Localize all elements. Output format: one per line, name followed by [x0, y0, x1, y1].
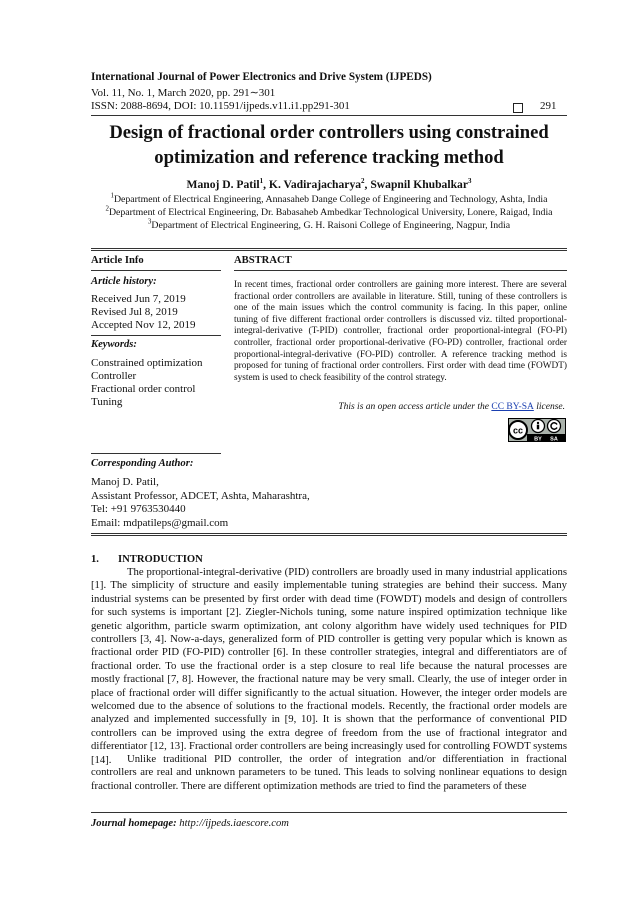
volume-info: Vol. 11, No. 1, March 2020, pp. 291∼301: [91, 87, 276, 99]
abstract-text: In recent times, fractional order controllers are gaining more interest. There are several fractional order controllers are available in literature. Still, tuning of these controllers is one of the main issues which the control community is facing. In this paper, online tuning of five different fractional order controllers is discussed viz. tilted proportional-integral-derivative (T-PID) controller, fractional order proportional-integral (FO-PI) controller, fractional order proportional-derivative (FO-PD) controller, fractional order proportional-integral-derivative (FO-PID) controller. A reference tracking method is proposed for tuning of fractional order controllers. First order with dead time (FOWDT) system is used to check feasibility of the control strategy.: [234, 280, 567, 383]
info-box-top-rule: [91, 250, 567, 251]
affiliation: $^3$Department of Electrical Engineering, G. H. Raisoni College of Engineering, Nagpur, India: [147, 217, 511, 231]
journal-name: International Journal of Power Electronics and Drive System (IJPEDS): [91, 71, 432, 83]
info-box-top-rule: [91, 248, 567, 249]
page-number: 291: [540, 100, 557, 112]
cc-by-sa-badge-icon[interactable]: [508, 418, 566, 442]
keyword: Controller: [91, 370, 137, 382]
received-date: Received Jun 7, 2019: [91, 293, 186, 305]
badge-cc-text: cc: [512, 425, 524, 436]
author-name-text: Manoj D. Patil,: [91, 476, 159, 488]
cc-by-sa-link[interactable]: CC BY-SA: [491, 402, 534, 412]
author-name: Swapnil Khubalkar: [370, 178, 468, 191]
keywords-heading: Keywords:: [91, 339, 137, 350]
info-box-bottom-rule: [91, 533, 567, 534]
open-access-notice: This is an open access article under the CC BY-SA license.: [338, 402, 565, 412]
revised-date: Revised Jul 8, 2019: [91, 306, 178, 318]
section-heading: INTRODUCTION: [118, 554, 203, 565]
keyword: Constrained optimization: [91, 357, 203, 369]
journal-homepage: Journal homepage: http://ijpeds.iaescore.com: [91, 818, 289, 829]
divider: [91, 453, 221, 454]
article-info-heading: Article Info: [91, 255, 144, 266]
divider: [91, 270, 221, 271]
homepage-link[interactable]: http://ijpeds.iaescore.com: [179, 818, 289, 829]
divider: [91, 335, 221, 336]
header-rule: [91, 115, 567, 116]
author-list: Manoj D. Patil$^1$, K. Vadirajacharya$^2$, Swapnil Khubalkar$^3$: [186, 177, 472, 191]
intro-paragraph-1: The proportional-integral-derivative (PID) controllers are broadly used in many industrial applications [1]. The simplicity of structure and easily implementable tuning strategies are behind their success. Many industrial systems can be presented by first order with dead time (FOWDT) models and design of controllers for such systems is important [2]. Ziegler-Nichols tuning, some nature inspired optimization technique like genetic algorithm, particle swarm optimization, ant colony algorithm have widely used techniques for PID controllers [3, 4]. Now-a-days, generalized form of PID controller is getting very popular which is known as fractional order PID (FO-PID) controller [6]. In these controller strategies, integral and differentiators are of fractional order. To use the fractional order is a step closure to real life because the natural processes are mostly fractional [7, 8]. However, the fractional nature may be very small. Clearly, the use of integer order in place of fractional order will differ significantly to the actual situation. However, the integer order models are welcomed due to the absence of solutions to the fractional models. Recently, the fractional order models are analyzed and implemented successfully in [9, 10]. It is shown that the performance of conventional PID controllers can be improved using the extra degree of freedom from the use of fractional integrator and differentiator [12, 13]. Fractional order controllers are being increasingly used for controlling FOWDT systems [14].: [91, 566, 567, 766]
title-line-1: Design of fractional order controllers using constrained: [109, 122, 549, 143]
badge-sa-text: SA: [550, 436, 558, 442]
affiliation: $^2$Department of Electrical Engineering, Dr. Babasaheb Ambedkar Technological University, Lonere, Raigad, India: [105, 204, 553, 218]
author-tel: Tel: +91 9763530440: [91, 503, 186, 515]
intro-paragraph-2: Unlike traditional PID controller, the order of integration and/or differentiation in fractional controllers are real and unknown parameters to be tuned. This leads to solving nonlinear equations to design fractional controller. There are different optimization methods are tried to find the parameters of these: [91, 753, 567, 792]
badge-by-text: BY: [534, 436, 542, 442]
section-number: 1.: [91, 554, 99, 565]
paper-title: [91, 120, 567, 170]
author-name: Manoj D. Patil: [186, 178, 260, 191]
corresponding-author-heading: Corresponding Author:: [91, 458, 194, 469]
article-history-heading: Article history:: [91, 276, 157, 287]
keyword: Tuning: [91, 396, 123, 408]
divider: [234, 270, 567, 271]
author-email: Email: mdpatileps@gmail.com: [91, 517, 229, 529]
footer-rule: [91, 812, 567, 813]
accepted-date: Accepted Nov 12, 2019: [91, 319, 196, 331]
keyword: Fractional order control: [91, 383, 196, 395]
issn-doi: ISSN: 2088-8694, DOI: 10.11591/ijpeds.v11.i1.pp291-301: [91, 100, 350, 112]
title-line-2: optimization and reference tracking method: [154, 147, 504, 168]
affiliation: $^1$Department of Electrical Engineering, Annasaheb Dange College of Engineering and Technology, Ashta, India: [110, 191, 548, 205]
author-name: K. Vadirajacharya: [268, 178, 362, 191]
abstract-heading: ABSTRACT: [234, 255, 292, 266]
author-position: Assistant Professor, ADCET, Ashta, Maharashtra,: [91, 490, 310, 502]
info-box-bottom-rule: [91, 535, 567, 536]
square-icon: [513, 103, 523, 113]
